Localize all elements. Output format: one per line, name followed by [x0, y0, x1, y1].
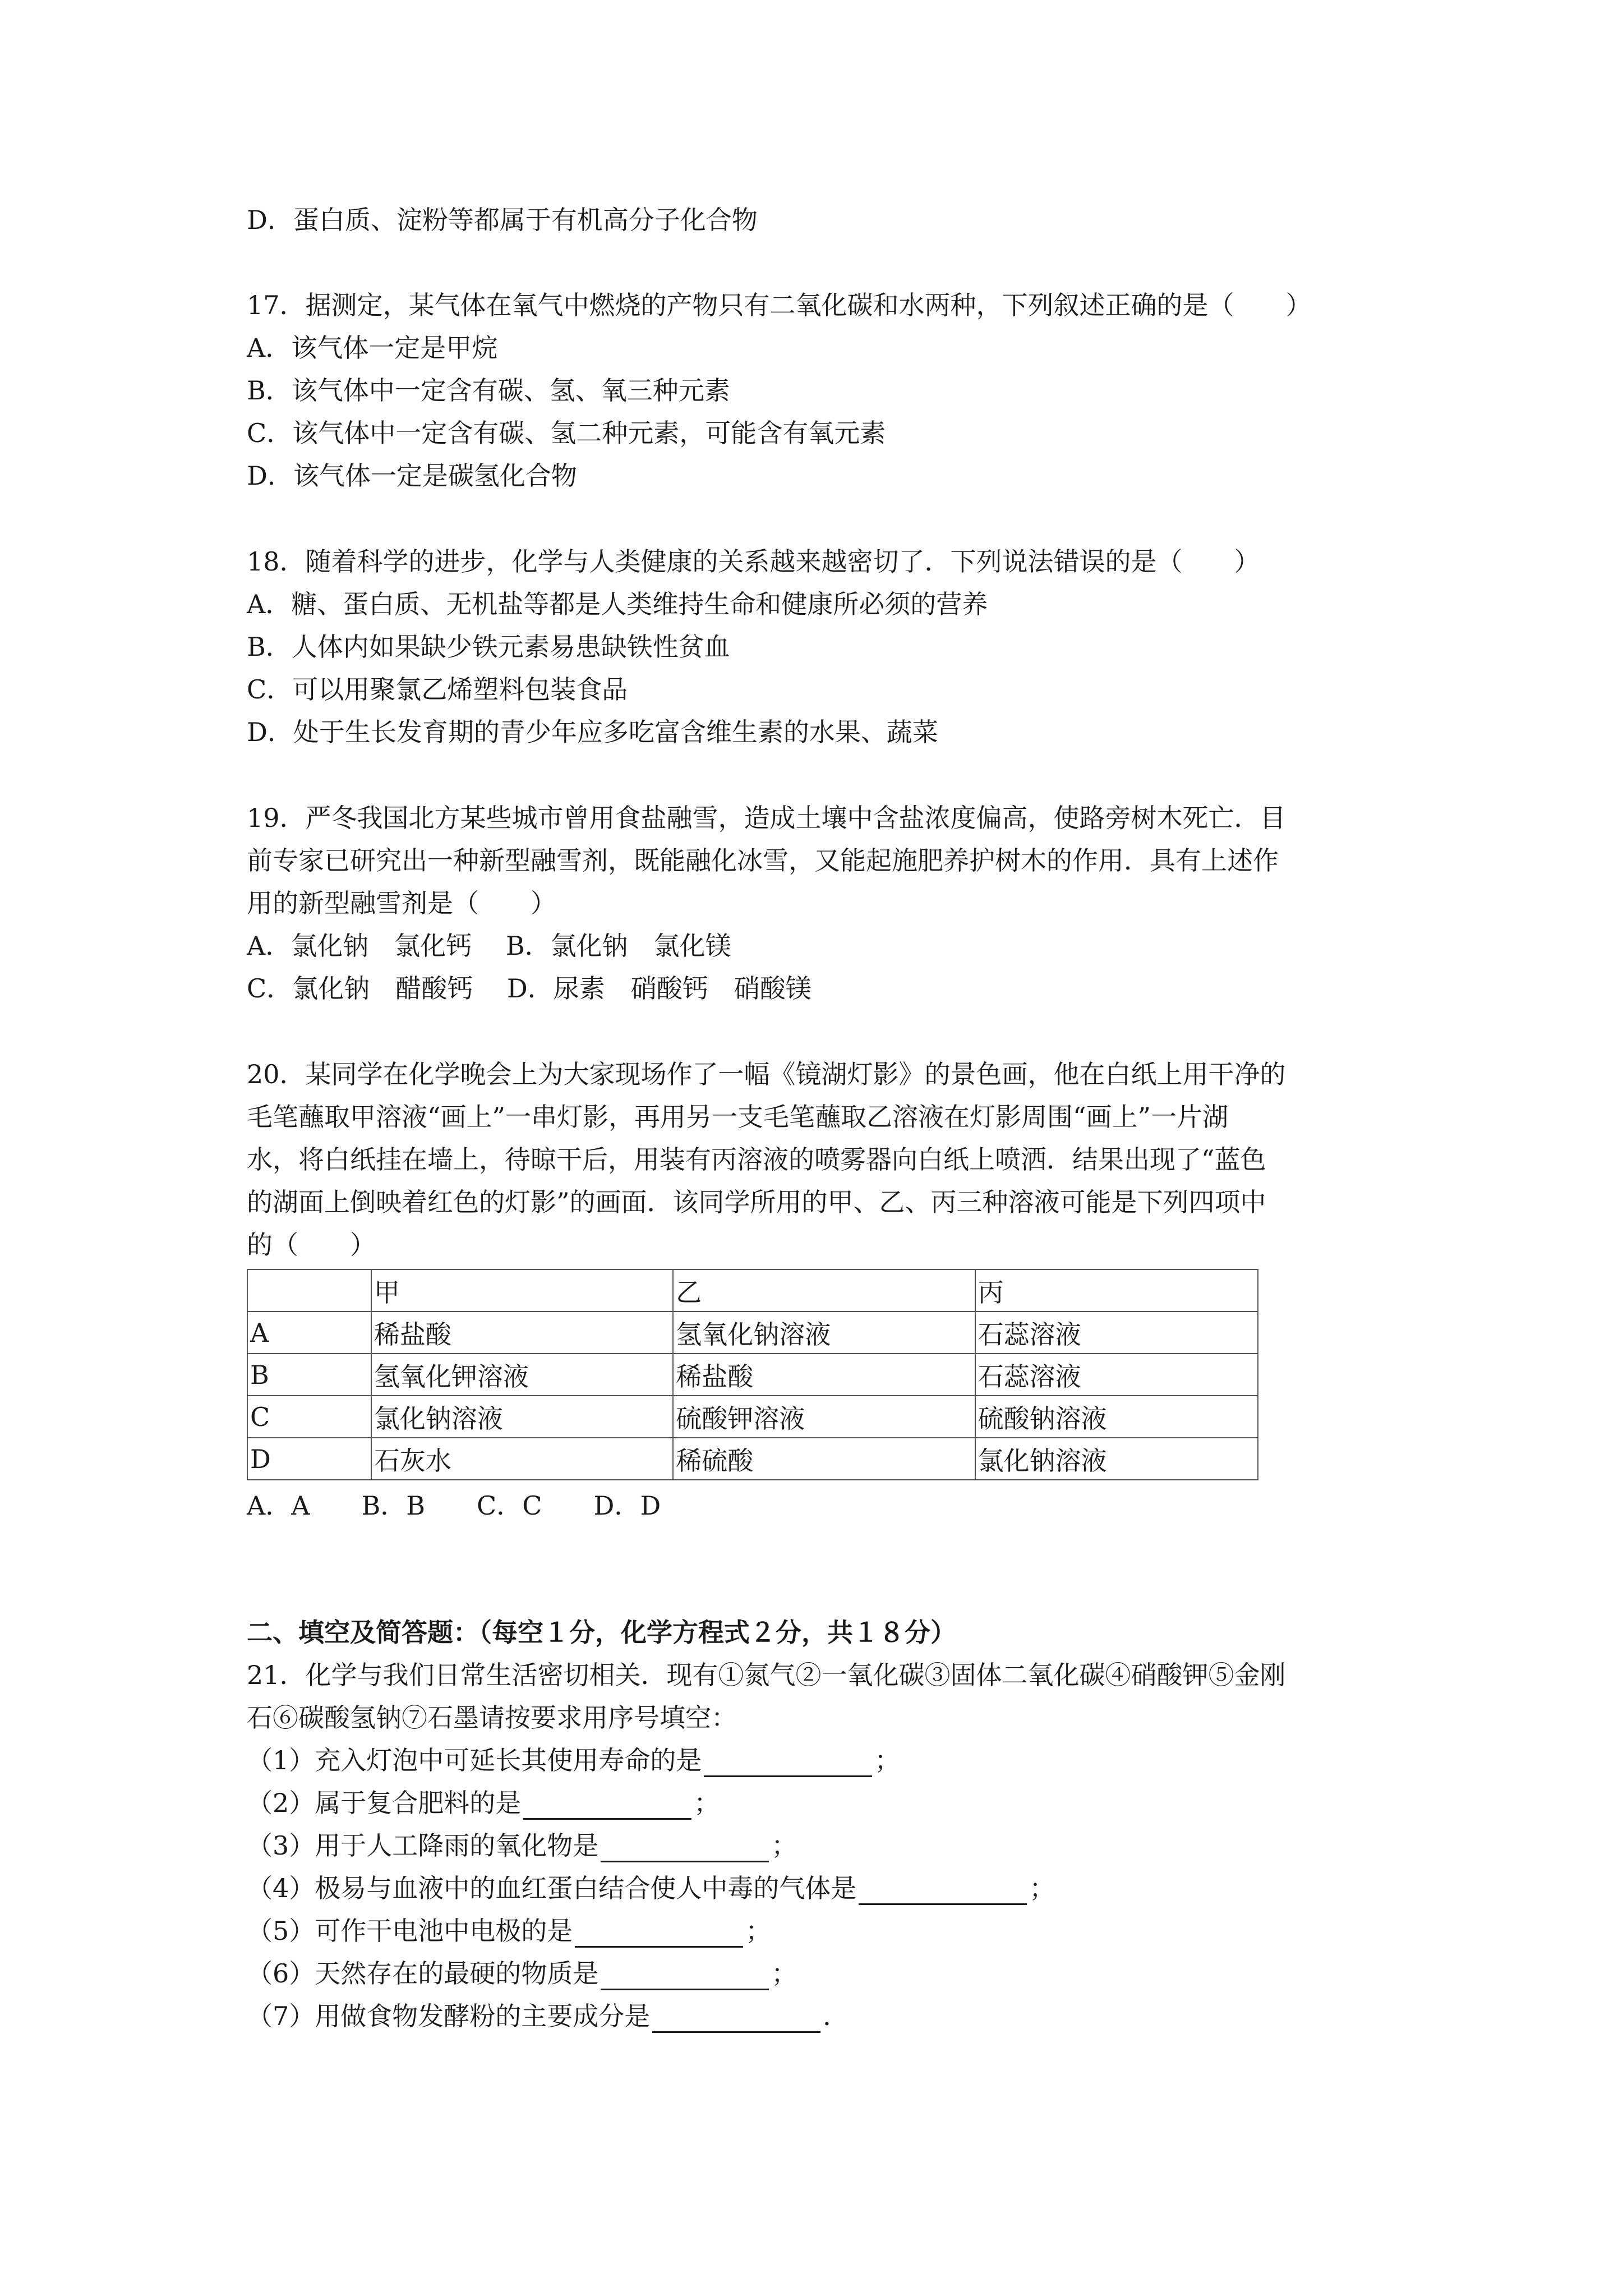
q21-item-2	[247, 1786, 720, 1820]
table-cell: 硫酸钾溶液	[673, 1396, 975, 1438]
table-header-cell	[247, 1269, 371, 1312]
q20-options-table	[247, 1269, 1258, 1480]
q17-option-d: D．该气体一定是碳氢化合物	[247, 461, 577, 491]
q19-stem-line-2: 前专家已研究出一种新型融雪剂，既能融化冰雪，又能起施肥养护树木的作用．具有上述作	[247, 845, 1279, 876]
q21-item-end: ；	[694, 1788, 720, 1818]
q18-option-c: C．可以用聚氯乙烯塑料包装食品	[247, 674, 628, 705]
q21-item-end: ；	[874, 1745, 901, 1775]
q19-stem-line-3: 用的新型融雪剂是（ ）	[247, 888, 556, 918]
table-cell: 石灰水	[371, 1438, 673, 1480]
q18-option-d: D．处于生长发育期的青少年应多吃富含维生素的水果、蔬菜	[247, 717, 938, 747]
table-cell: B	[247, 1354, 371, 1396]
q20-stem-line-1: 20．某同学在化学晚会上为大家现场作了一幅《镜湖灯影》的景色画，他在白纸上用干净的	[247, 1059, 1286, 1089]
q21-stem-line-1: 21．化学与我们日常生活密切相关．现有①氮气②一氧化碳③固体二氧化碳④硝酸钾⑤金刚	[247, 1660, 1286, 1690]
q21-item-5	[247, 1914, 771, 1948]
q21-item-4	[247, 1871, 1055, 1905]
answer-blank[interactable]	[575, 1918, 743, 1948]
q20-stem-line-4: 的湖面上倒映着红色的灯影”的画面．该同学所用的甲、乙、丙三种溶液可能是下列四项中	[247, 1187, 1266, 1217]
q21-stem-line-2: 石⑥碳酸氢钠⑦石墨请按要求用序号填空：	[247, 1703, 737, 1733]
q20-answer-options: A．A B．B C．C D．D	[247, 1490, 661, 1521]
table-row	[247, 1354, 1258, 1396]
table-cell: 稀盐酸	[673, 1354, 975, 1396]
q21-item-text: （5）可作干电池中电极的是	[247, 1916, 573, 1946]
q21-item-text: （6）天然存在的最硬的物质是	[247, 1958, 599, 1989]
table-cell: C	[247, 1396, 371, 1438]
q18-option-a: A．糖、蛋白质、无机盐等都是人类维持生命和健康所必须的营养	[247, 589, 988, 619]
table-header-row	[247, 1269, 1258, 1312]
answer-blank[interactable]	[704, 1747, 872, 1777]
q20-stem-line-2: 毛笔蘸取甲溶液“画上”一串灯影，再用另一支毛笔蘸取乙溶液在灯影周围“画上”一片湖	[247, 1102, 1229, 1132]
q21-item-text: （3）用于人工降雨的氧化物是	[247, 1830, 599, 1861]
table-cell: 硫酸钠溶液	[975, 1396, 1258, 1438]
q21-item-7	[247, 1999, 849, 2033]
q16-option-d: D．蛋白质、淀粉等都属于有机高分子化合物	[247, 205, 758, 235]
q21-item-end: ；	[745, 1916, 772, 1946]
table-cell: 氢氧化钾溶液	[371, 1354, 673, 1396]
q19-stem-line-1: 19．严冬我国北方某些城市曾用食盐融雪，造成土壤中含盐浓度偏高，使路旁树木死亡．目	[247, 803, 1286, 833]
q19-options-line-2: C．氯化钠 醋酸钙 D．尿素 硝酸钙 硝酸镁	[247, 973, 811, 1004]
q21-item-3	[247, 1829, 797, 1862]
table-cell: 氯化钠溶液	[371, 1396, 673, 1438]
table-row	[247, 1312, 1258, 1354]
table-header-cell: 甲	[371, 1269, 673, 1312]
q17-stem: 17．据测定，某气体在氧气中燃烧的产物只有二氧化碳和水两种，下列叙述正确的是（ ）	[247, 290, 1312, 320]
q19-options-line-1: A．氯化钠 氯化钙 B．氯化钠 氯化镁	[247, 931, 731, 961]
table-cell: 稀硫酸	[673, 1438, 975, 1480]
table-cell: D	[247, 1438, 371, 1480]
q21-item-end: ；	[1029, 1873, 1055, 1903]
q20-stem-line-5: 的（ ）	[247, 1230, 376, 1260]
table-cell: A	[247, 1312, 371, 1354]
table-cell: 石蕊溶液	[975, 1354, 1258, 1396]
q17-option-b: B．该气体中一定含有碳、氢、氧三种元素	[247, 375, 730, 406]
q21-item-6	[247, 1957, 797, 1990]
answer-blank[interactable]	[601, 1833, 769, 1862]
q17-option-c: C．该气体中一定含有碳、氢二种元素，可能含有氧元素	[247, 418, 886, 448]
table-cell: 稀盐酸	[371, 1312, 673, 1354]
q21-item-end: ；	[771, 1830, 797, 1861]
answer-blank[interactable]	[652, 2003, 820, 2033]
q21-item-end: ．	[823, 2001, 849, 2031]
q17-option-a: A．该气体一定是甲烷	[247, 333, 498, 363]
answer-blank[interactable]	[601, 1961, 769, 1990]
answer-blank[interactable]	[859, 1875, 1027, 1905]
answer-blank[interactable]	[523, 1790, 691, 1820]
q20-stem-line-3: 水，将白纸挂在墙上，待晾干后，用装有丙溶液的喷雾器向白纸上喷洒．结果出现了“蓝色	[247, 1144, 1266, 1175]
q21-item-text: （2）属于复合肥料的是	[247, 1788, 522, 1818]
table-cell: 氯化钠溶液	[975, 1438, 1258, 1480]
section-heading: 二、填空及简答题：（每空１分，化学方程式２分，共１８分）	[247, 1617, 956, 1648]
q21-item-text: （4）极易与血液中的血红蛋白结合使人中毒的气体是	[247, 1873, 857, 1903]
q18-option-b: B．人体内如果缺少铁元素易患缺铁性贫血	[247, 632, 730, 662]
table-header-cell: 乙	[673, 1269, 975, 1312]
table-row	[247, 1396, 1258, 1438]
q18-stem: 18．随着科学的进步，化学与人类健康的关系越来越密切了．下列说法错误的是（ ）	[247, 546, 1260, 577]
table-cell: 氢氧化钠溶液	[673, 1312, 975, 1354]
table-cell: 石蕊溶液	[975, 1312, 1258, 1354]
q21-item-1	[247, 1743, 900, 1777]
q21-item-text: （7）用做食物发酵粉的主要成分是	[247, 2001, 651, 2031]
table-header-cell: 丙	[975, 1269, 1258, 1312]
q21-item-end: ；	[771, 1958, 797, 1989]
q21-item-text: （1）充入灯泡中可延长其使用寿命的是	[247, 1745, 702, 1775]
table-row	[247, 1438, 1258, 1480]
